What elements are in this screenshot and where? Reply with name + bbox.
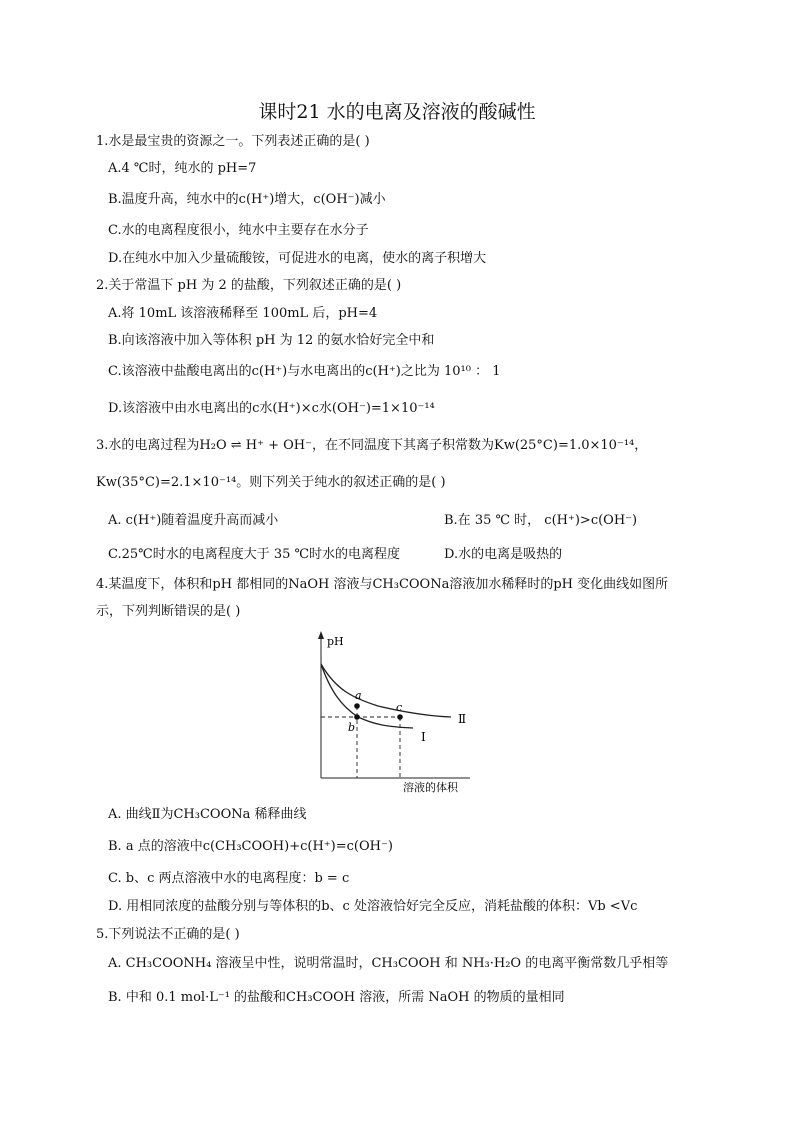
question-5-stem: 5.下列说法不正确的是( ) [96, 927, 240, 942]
question-2-stem: 2.关于常温下 pH 为 2 的盐酸，下列叙述正确的是( ) [96, 278, 402, 293]
point-a-marker [354, 703, 360, 709]
curve-2-label: Ⅱ [458, 712, 467, 726]
curve-2 [321, 664, 451, 717]
question-3-stem-line-2: Kw(35°C)=2.1×10⁻¹⁴。则下列关于纯水的叙述正确的是( ) [96, 475, 446, 490]
question-1-option-d: D.在纯水中加入少量硫酸铵，可促进水的电离，使水的离子积增大 [108, 251, 487, 266]
question-5-option-b: B. 中和 0.1 mol·L⁻¹ 的盐酸和CH₃COOH 溶液，所需 NaOH 的物质的量相同 [108, 990, 565, 1005]
question-5-option-a: A. CH₃COONH₄ 溶液呈中性，说明常温时，CH₃COOH 和 NH₃·H₂O 的电离平衡常数几乎相等 [108, 956, 669, 971]
question-2-option-a: A.将 10mL 该溶液稀释至 100mL 后，pH=4 [108, 306, 378, 321]
question-3-option-d: D.水的电离是吸热的 [444, 547, 563, 562]
question-4-stem-line-2: 示，下列判断错误的是( ) [96, 604, 241, 619]
question-3-option-c: C.25℃时水的电离程度大于 35 ℃时水的电离程度 [108, 547, 401, 562]
question-2-option-c: C.该溶液中盐酸电离出的c(H⁺)与水电离出的c(H⁺)之比为 10¹⁰ ： 1 [108, 364, 501, 379]
point-a-label: a [355, 689, 362, 702]
question-4-option-c: C. b、c 两点溶液中水的电离程度：b = c [108, 871, 350, 886]
point-b-marker [354, 714, 360, 720]
x-axis-label: 溶液的体积 [403, 781, 458, 794]
curve-1-label: Ⅰ [421, 730, 426, 744]
point-c-marker [397, 714, 403, 720]
question-4-option-d: D. 用相同浓度的盐酸分别与等体积的b、c 处溶液恰好完全反应，消耗盐酸的体积：Vb <Vc [108, 899, 638, 914]
question-3-option-a: A. c(H⁺)随着温度升高而减小 [108, 513, 279, 528]
question-1-option-c: C.水的电离程度很小，纯水中主要存在水分子 [108, 223, 369, 238]
y-axis-arrow [318, 631, 324, 639]
question-4-option-a: A. 曲线Ⅱ为CH₃COONa 稀释曲线 [108, 807, 307, 822]
page-title: 课时21 水的电离及溶液的酸碱性 [258, 101, 536, 123]
question-3-option-b: B.在 35 ℃ 时， c(H⁺)>c(OH⁻) [444, 513, 638, 528]
question-4-stem-line-1: 4.某温度下，体积和pH 都相同的NaOH 溶液与CH₃COONa溶液加水稀释时的pH 变化曲线如图所 [96, 577, 669, 592]
question-1-option-b: B.温度升高，纯水中的c(H⁺)增大，c(OH⁻)减小 [108, 192, 386, 207]
question-1-stem: 1.水是最宝贵的资源之一。下列表述正确的是( ) [96, 134, 370, 149]
question-3-stem-line-1: 3.水的电离过程为H₂O ⇌ H⁺ + OH⁻，在不同温度下其离子积常数为Kw(25°C)=1.0×10⁻¹⁴， [96, 438, 648, 453]
question-4-option-b: B. a 点的溶液中c(CH₃COOH)+c(H⁺)=c(OH⁻) [108, 839, 393, 854]
question-2-option-d: D.该溶液中由水电离出的c水(H⁺)×c水(OH⁻)=1×10⁻¹⁴ [108, 401, 435, 416]
y-axis-label: pH [327, 635, 344, 648]
point-b-label: b [348, 721, 356, 734]
question-2-option-b: B.向该溶液中加入等体积 pH 为 12 的氨水恰好完全中和 [108, 333, 435, 348]
point-c-label: c [396, 701, 403, 714]
question-1-option-a: A.4 ℃时，纯水的 pH=7 [108, 161, 257, 176]
dilution-ph-graph [308, 628, 486, 798]
